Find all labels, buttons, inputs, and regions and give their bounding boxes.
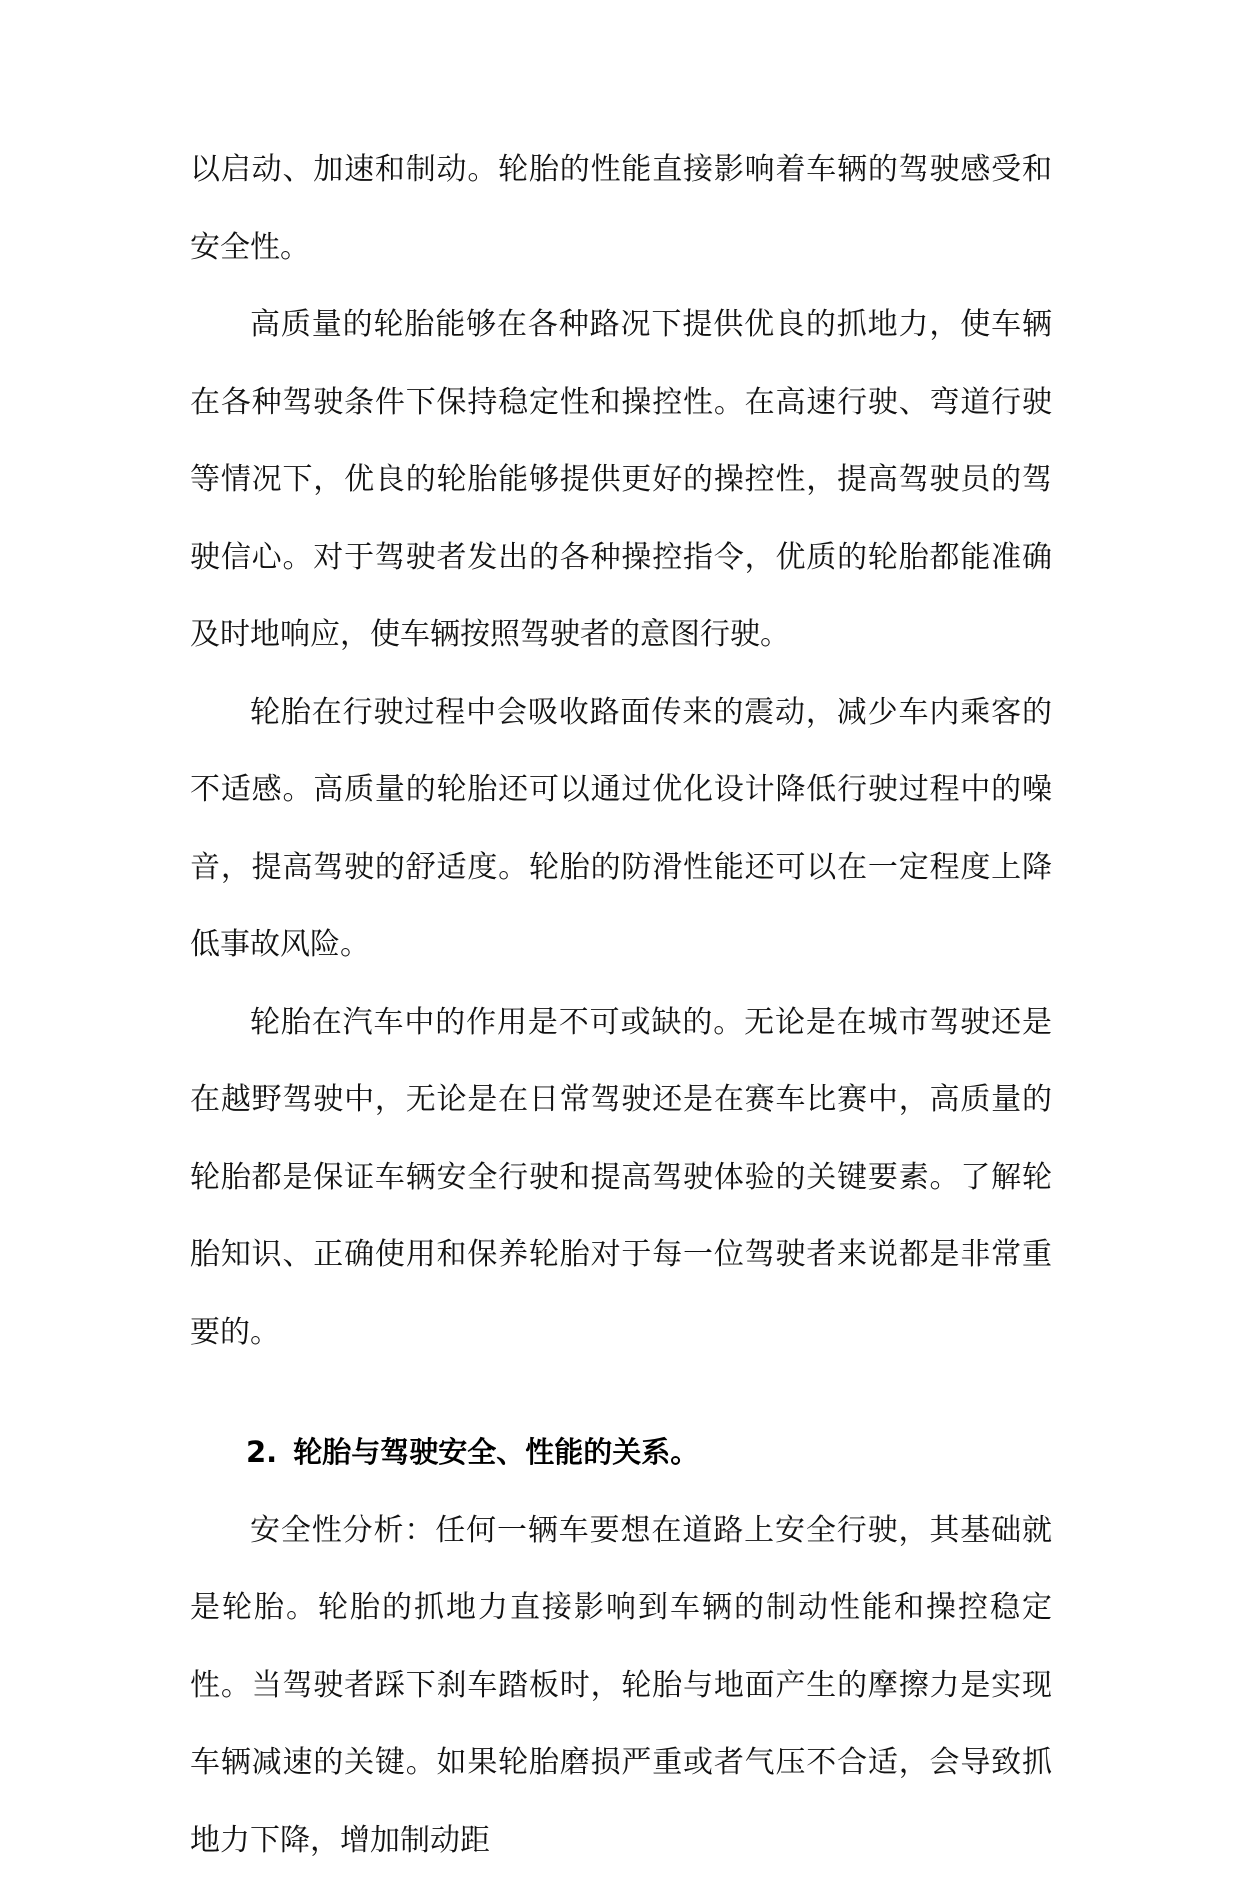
paragraph-safety-analysis: 安全性分析：任何一辆车要想在道路上安全行驶，其基础就是轮胎。轮胎的抓地力直接影响到车辆的制动性能和操控稳定性。当驾驶者踩下刹车踏板时，轮胎与地面产生的摩擦力是实现车辆减速的关键。如果轮胎磨损严重或者气压不合适，会导致抓地力下降，增加制动距 bbox=[190, 1492, 1052, 1879]
paragraph-importance: 轮胎在汽车中的作用是不可或缺的。无论是在城市驾驶还是在越野驾驶中，无论是在日常驾驶还是在赛车比赛中，高质量的轮胎都是保证车辆安全行驶和提高驾驶体验的关键要素。了解轮胎知识、正确使用和保养轮胎对于每一位驾驶者来说都是非常重要的。 bbox=[190, 984, 1052, 1372]
section-heading bbox=[190, 1371, 1052, 1492]
paragraph-continuation: 以启动、加速和制动。轮胎的性能直接影响着车辆的驾驶感受和安全性。 bbox=[190, 131, 1052, 286]
section-number: 2. bbox=[246, 1435, 277, 1469]
paragraph-comfort: 轮胎在行驶过程中会吸收路面传来的震动，减少车内乘客的不适感。高质量的轮胎还可以通过优化设计降低行驶过程中的噪音，提高驾驶的舒适度。轮胎的防滑性能还可以在一定程度上降低事故风险。 bbox=[190, 674, 1052, 984]
page-content bbox=[190, 131, 1052, 1879]
section-title: 轮胎与驾驶安全、性能的关系。 bbox=[293, 1435, 699, 1469]
paragraph-grip-handling: 高质量的轮胎能够在各种路况下提供优良的抓地力，使车辆在各种驾驶条件下保持稳定性和操控性。在高速行驶、弯道行驶等情况下，优良的轮胎能够提供更好的操控性，提高驾驶员的驾驶信心。对于驾驶者发出的各种操控指令，优质的轮胎都能准确及时地响应，使车辆按照驾驶者的意图行驶。 bbox=[190, 286, 1052, 674]
